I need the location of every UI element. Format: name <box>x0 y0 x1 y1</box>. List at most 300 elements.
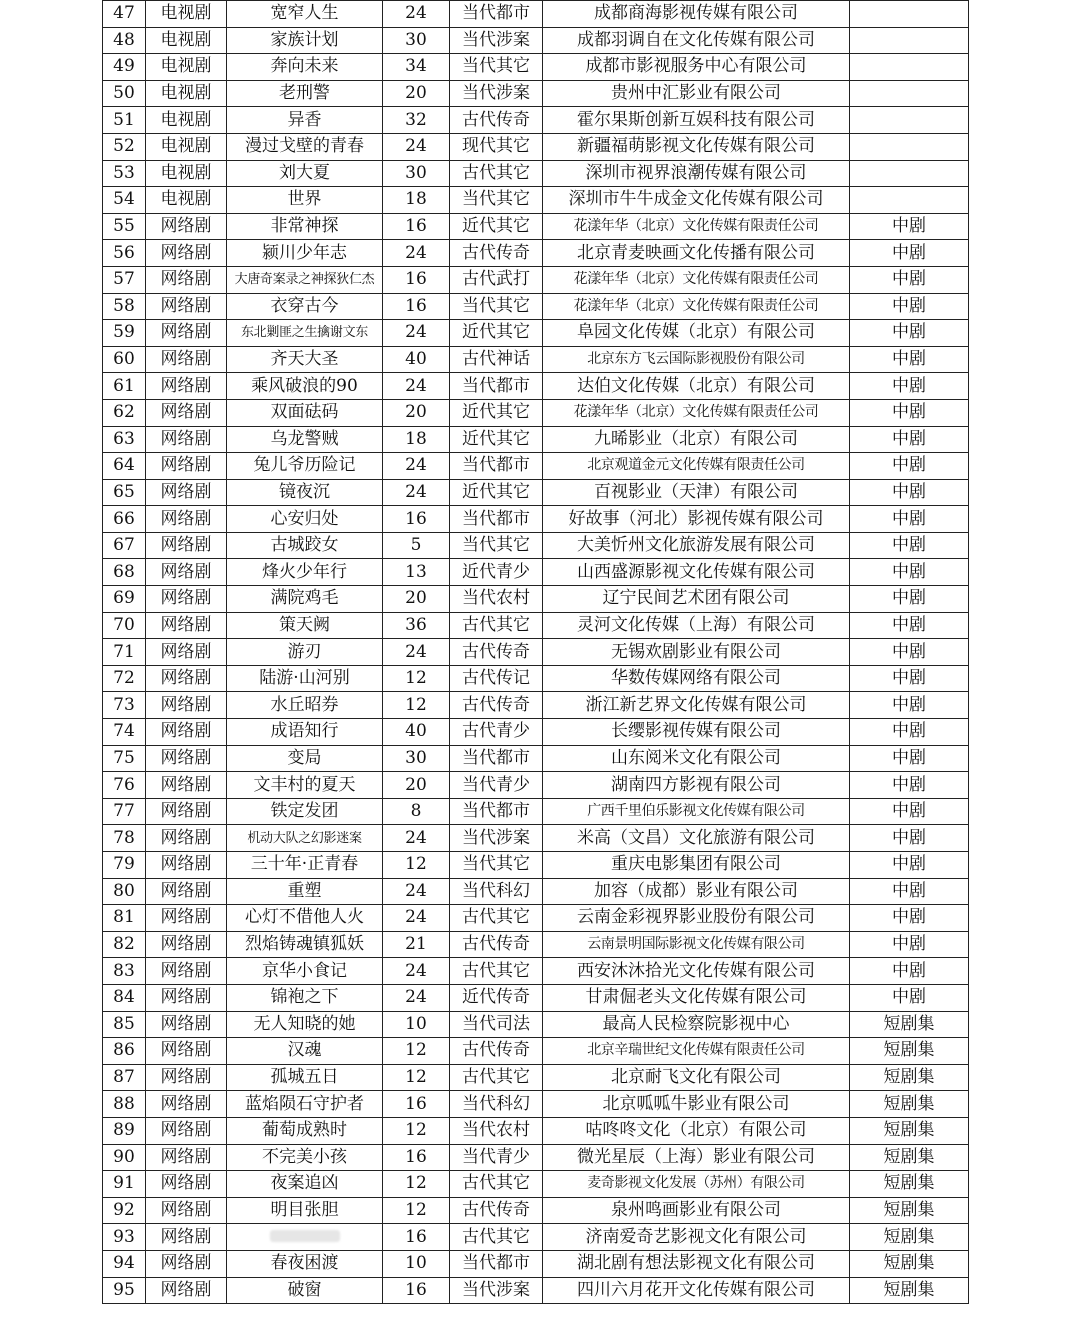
cell-type: 中剧 <box>850 745 969 772</box>
table-row <box>103 984 969 1011</box>
cell-category: 网络剧 <box>146 586 227 613</box>
cell-company: 成都市影视服务中心有限公司 <box>543 54 850 81</box>
cell-genre: 近代其它 <box>450 479 543 506</box>
cell-episodes: 20 <box>383 586 450 613</box>
cell-index: 63 <box>103 426 146 453</box>
cell-title: 夜案追凶 <box>227 1171 383 1198</box>
cell-category: 网络剧 <box>146 399 227 426</box>
cell-index: 82 <box>103 931 146 958</box>
cell-category: 网络剧 <box>146 213 227 240</box>
cell-type: 短剧集 <box>850 1117 969 1144</box>
cell-index: 88 <box>103 1091 146 1118</box>
cell-episodes: 24 <box>383 958 450 985</box>
cell-type: 中剧 <box>850 346 969 373</box>
cell-category: 网络剧 <box>146 639 227 666</box>
table-row <box>103 506 969 533</box>
cell-company: 最高人民检察院影视中心 <box>543 1011 850 1038</box>
table-row <box>103 107 969 134</box>
cell-title: 东北剿匪之生擒谢文东 <box>227 320 383 347</box>
cell-company: 成都羽调自在文化传媒有限公司 <box>543 27 850 54</box>
cell-genre: 古代其它 <box>450 1224 543 1251</box>
cell-genre: 近代青少 <box>450 559 543 586</box>
cell-title: 孤城五日 <box>227 1064 383 1091</box>
cell-genre: 古代传奇 <box>450 240 543 267</box>
cell-genre: 近代其它 <box>450 320 543 347</box>
cell-episodes: 24 <box>383 905 450 932</box>
cell-genre: 古代其它 <box>450 1171 543 1198</box>
table-row <box>103 1171 969 1198</box>
cell-episodes: 8 <box>383 798 450 825</box>
cell-category: 网络剧 <box>146 958 227 985</box>
table-row <box>103 1224 969 1251</box>
cell-index: 59 <box>103 320 146 347</box>
cell-company: 云南景明国际影视文化传媒有限公司 <box>543 931 850 958</box>
cell-company: 微光星辰（上海）影业有限公司 <box>543 1144 850 1171</box>
cell-episodes: 20 <box>383 399 450 426</box>
cell-type: 中剧 <box>850 692 969 719</box>
cell-title: 满院鸡毛 <box>227 586 383 613</box>
table-row <box>103 878 969 905</box>
cell-company: 湖南四方影视有限公司 <box>543 772 850 799</box>
cell-index: 81 <box>103 905 146 932</box>
table-row <box>103 1091 969 1118</box>
cell-genre: 古代其它 <box>450 160 543 187</box>
cell-company: 百视影业（天津）有限公司 <box>543 479 850 506</box>
cell-episodes: 16 <box>383 1277 450 1304</box>
cell-title: 水丘昭券 <box>227 692 383 719</box>
cell-category: 网络剧 <box>146 426 227 453</box>
cell-title: 无人知晓的她 <box>227 1011 383 1038</box>
cell-category: 网络剧 <box>146 1011 227 1038</box>
cell-type: 短剧集 <box>850 1250 969 1277</box>
cell-genre: 古代其它 <box>450 905 543 932</box>
table-row <box>103 532 969 559</box>
table-row <box>103 958 969 985</box>
cell-title: 心安归处 <box>227 506 383 533</box>
cell-episodes: 13 <box>383 559 450 586</box>
cell-episodes: 36 <box>383 612 450 639</box>
cell-type <box>850 160 969 187</box>
cell-type: 中剧 <box>850 586 969 613</box>
cell-company: 甘肃倔老头文化传媒有限公司 <box>543 984 850 1011</box>
redacted-title <box>270 1230 340 1242</box>
cell-title: 心灯不借他人火 <box>227 905 383 932</box>
cell-type: 中剧 <box>850 984 969 1011</box>
cell-type: 短剧集 <box>850 1144 969 1171</box>
cell-episodes: 24 <box>383 133 450 160</box>
cell-index: 54 <box>103 187 146 214</box>
table-row <box>103 612 969 639</box>
cell-index: 56 <box>103 240 146 267</box>
cell-episodes: 40 <box>383 346 450 373</box>
cell-episodes: 40 <box>383 719 450 746</box>
cell-episodes: 12 <box>383 1117 450 1144</box>
cell-episodes: 24 <box>383 320 450 347</box>
cell-title: 齐天大圣 <box>227 346 383 373</box>
cell-genre: 当代涉案 <box>450 1277 543 1304</box>
cell-category: 网络剧 <box>146 745 227 772</box>
cell-title: 世界 <box>227 187 383 214</box>
table-row <box>103 453 969 480</box>
cell-index: 57 <box>103 266 146 293</box>
cell-type: 中剧 <box>850 240 969 267</box>
cell-title: 汉魂 <box>227 1038 383 1065</box>
cell-company: 米高（文昌）文化旅游有限公司 <box>543 825 850 852</box>
cell-category: 网络剧 <box>146 1117 227 1144</box>
cell-company: 深圳市牛牛成金文化传媒有限公司 <box>543 187 850 214</box>
cell-genre: 当代青少 <box>450 772 543 799</box>
cell-title: 兔儿爷历险记 <box>227 453 383 480</box>
table-row <box>103 479 969 506</box>
cell-index: 48 <box>103 27 146 54</box>
table-row <box>103 1 969 28</box>
cell-category: 网络剧 <box>146 612 227 639</box>
cell-category: 网络剧 <box>146 532 227 559</box>
cell-episodes: 16 <box>383 266 450 293</box>
cell-index: 79 <box>103 852 146 879</box>
cell-episodes: 24 <box>383 240 450 267</box>
table-row <box>103 187 969 214</box>
cell-company: 无锡欢剧影业有限公司 <box>543 639 850 666</box>
cell-category: 网络剧 <box>146 266 227 293</box>
cell-genre: 当代司法 <box>450 1011 543 1038</box>
cell-index: 55 <box>103 213 146 240</box>
cell-category: 网络剧 <box>146 1091 227 1118</box>
cell-type <box>850 54 969 81</box>
table-row <box>103 905 969 932</box>
table-row <box>103 346 969 373</box>
cell-genre: 当代都市 <box>450 1 543 28</box>
cell-type: 中剧 <box>850 825 969 852</box>
cell-company: 贵州中汇影业有限公司 <box>543 80 850 107</box>
table-row <box>103 80 969 107</box>
cell-title: 机动大队之幻影迷案 <box>227 825 383 852</box>
cell-episodes: 12 <box>383 1171 450 1198</box>
table-row <box>103 1144 969 1171</box>
cell-index: 69 <box>103 586 146 613</box>
table-row <box>103 665 969 692</box>
cell-category: 网络剧 <box>146 1144 227 1171</box>
cell-index: 83 <box>103 958 146 985</box>
cell-title: 重塑 <box>227 878 383 905</box>
cell-index: 94 <box>103 1250 146 1277</box>
cell-company: 济南爱奇艺影视文化有限公司 <box>543 1224 850 1251</box>
table-row <box>103 27 969 54</box>
cell-genre: 古代其它 <box>450 958 543 985</box>
cell-type <box>850 187 969 214</box>
cell-company: 好故事（河北）影视传媒有限公司 <box>543 506 850 533</box>
cell-type: 中剧 <box>850 931 969 958</box>
cell-index: 60 <box>103 346 146 373</box>
table-row <box>103 54 969 81</box>
cell-title: 不完美小孩 <box>227 1144 383 1171</box>
cell-title: 铁定发团 <box>227 798 383 825</box>
cell-title: 成语知行 <box>227 719 383 746</box>
cell-title: 奔向未来 <box>227 54 383 81</box>
cell-type: 中剧 <box>850 479 969 506</box>
cell-category: 电视剧 <box>146 107 227 134</box>
cell-episodes: 32 <box>383 107 450 134</box>
cell-category: 电视剧 <box>146 187 227 214</box>
cell-episodes: 34 <box>383 54 450 81</box>
cell-episodes: 24 <box>383 479 450 506</box>
cell-index: 71 <box>103 639 146 666</box>
cell-index: 89 <box>103 1117 146 1144</box>
cell-category: 网络剧 <box>146 1064 227 1091</box>
cell-genre: 当代其它 <box>450 852 543 879</box>
cell-category: 网络剧 <box>146 1277 227 1304</box>
cell-genre: 当代农村 <box>450 1117 543 1144</box>
cell-type <box>850 1 969 28</box>
cell-company: 重庆电影集团有限公司 <box>543 852 850 879</box>
table-row <box>103 719 969 746</box>
table-body <box>103 1 969 1304</box>
cell-title: 京华小食记 <box>227 958 383 985</box>
cell-genre: 近代其它 <box>450 426 543 453</box>
table-row <box>103 1011 969 1038</box>
cell-category: 电视剧 <box>146 1 227 28</box>
cell-index: 72 <box>103 665 146 692</box>
cell-episodes: 12 <box>383 1197 450 1224</box>
cell-title: 破窗 <box>227 1277 383 1304</box>
cell-type <box>850 80 969 107</box>
cell-company: 霍尔果斯创新互娱科技有限公司 <box>543 107 850 134</box>
cell-type: 中剧 <box>850 532 969 559</box>
cell-genre: 现代其它 <box>450 133 543 160</box>
cell-title: 陆游·山河别 <box>227 665 383 692</box>
cell-episodes: 5 <box>383 532 450 559</box>
cell-index: 74 <box>103 719 146 746</box>
cell-type: 中剧 <box>850 453 969 480</box>
cell-title: 春夜困渡 <box>227 1250 383 1277</box>
cell-index: 53 <box>103 160 146 187</box>
cell-type: 中剧 <box>850 665 969 692</box>
cell-episodes: 16 <box>383 293 450 320</box>
cell-category: 网络剧 <box>146 293 227 320</box>
cell-episodes: 20 <box>383 772 450 799</box>
cell-title: 非常神探 <box>227 213 383 240</box>
cell-type: 短剧集 <box>850 1224 969 1251</box>
table-row <box>103 692 969 719</box>
cell-company: 九晞影业（北京）有限公司 <box>543 426 850 453</box>
cell-index: 61 <box>103 373 146 400</box>
cell-index: 84 <box>103 984 146 1011</box>
cell-index: 91 <box>103 1171 146 1198</box>
cell-genre: 古代武打 <box>450 266 543 293</box>
cell-genre: 古代青少 <box>450 719 543 746</box>
cell-genre: 当代农村 <box>450 586 543 613</box>
table-row <box>103 586 969 613</box>
table-row <box>103 240 969 267</box>
cell-type: 中剧 <box>850 719 969 746</box>
cell-title: 异香 <box>227 107 383 134</box>
cell-category: 网络剧 <box>146 453 227 480</box>
cell-type: 短剧集 <box>850 1171 969 1198</box>
cell-title: 烽火少年行 <box>227 559 383 586</box>
cell-genre: 当代涉案 <box>450 80 543 107</box>
cell-title: 古城跤女 <box>227 532 383 559</box>
cell-episodes: 10 <box>383 1250 450 1277</box>
cell-title: 文丰村的夏天 <box>227 772 383 799</box>
cell-episodes: 24 <box>383 825 450 852</box>
cell-company: 咕咚咚文化（北京）有限公司 <box>543 1117 850 1144</box>
cell-genre: 当代其它 <box>450 532 543 559</box>
cell-type: 短剧集 <box>850 1011 969 1038</box>
cell-category: 网络剧 <box>146 772 227 799</box>
cell-category: 网络剧 <box>146 984 227 1011</box>
cell-index: 92 <box>103 1197 146 1224</box>
cell-company: 西安沐沐拾光文化传媒有限公司 <box>543 958 850 985</box>
cell-type: 短剧集 <box>850 1038 969 1065</box>
cell-index: 65 <box>103 479 146 506</box>
cell-title: 刘大夏 <box>227 160 383 187</box>
cell-title: 蓝焰陨石守护者 <box>227 1091 383 1118</box>
table-row <box>103 798 969 825</box>
table-row <box>103 639 969 666</box>
cell-index: 68 <box>103 559 146 586</box>
cell-company: 湖北剧有想法影视文化有限公司 <box>543 1250 850 1277</box>
cell-category: 网络剧 <box>146 506 227 533</box>
cell-company: 达伯文化传媒（北京）有限公司 <box>543 373 850 400</box>
cell-company: 浙江新艺界文化传媒有限公司 <box>543 692 850 719</box>
cell-episodes: 24 <box>383 639 450 666</box>
cell-company: 花漾年华（北京）文化传媒有限责任公司 <box>543 266 850 293</box>
cell-company: 大美忻州文化旅游发展有限公司 <box>543 532 850 559</box>
cell-episodes: 16 <box>383 1144 450 1171</box>
cell-genre: 古代传奇 <box>450 639 543 666</box>
table-row <box>103 772 969 799</box>
table-row <box>103 1197 969 1224</box>
cell-type: 中剧 <box>850 798 969 825</box>
cell-type: 短剧集 <box>850 1197 969 1224</box>
cell-category: 网络剧 <box>146 373 227 400</box>
cell-type: 中剧 <box>850 639 969 666</box>
cell-title: 明目张胆 <box>227 1197 383 1224</box>
cell-title: 烈焰铸魂镇狐妖 <box>227 931 383 958</box>
cell-genre: 古代神话 <box>450 346 543 373</box>
cell-company: 辽宁民间艺术团有限公司 <box>543 586 850 613</box>
cell-episodes: 24 <box>383 373 450 400</box>
cell-index: 49 <box>103 54 146 81</box>
cell-index: 51 <box>103 107 146 134</box>
cell-index: 70 <box>103 612 146 639</box>
cell-category: 网络剧 <box>146 559 227 586</box>
cell-type <box>850 27 969 54</box>
cell-type: 中剧 <box>850 612 969 639</box>
drama-list-table <box>102 0 969 1304</box>
cell-category: 电视剧 <box>146 80 227 107</box>
cell-type: 短剧集 <box>850 1277 969 1304</box>
cell-company: 泉州鸣画影业有限公司 <box>543 1197 850 1224</box>
cell-company: 广西千里伯乐影视文化传媒有限公司 <box>543 798 850 825</box>
table-row <box>103 559 969 586</box>
cell-episodes: 30 <box>383 745 450 772</box>
cell-category: 电视剧 <box>146 160 227 187</box>
cell-type: 中剧 <box>850 772 969 799</box>
cell-company: 云南金彩视界影业股份有限公司 <box>543 905 850 932</box>
cell-genre: 当代都市 <box>450 373 543 400</box>
cell-title: 衣穿古今 <box>227 293 383 320</box>
cell-episodes: 24 <box>383 1 450 28</box>
cell-type: 短剧集 <box>850 1091 969 1118</box>
cell-category: 网络剧 <box>146 931 227 958</box>
cell-title: 三十年·正青春 <box>227 852 383 879</box>
cell-genre: 古代传奇 <box>450 1197 543 1224</box>
cell-title <box>227 1224 383 1251</box>
table-row <box>103 160 969 187</box>
cell-category: 电视剧 <box>146 133 227 160</box>
cell-type: 短剧集 <box>850 1064 969 1091</box>
table-row <box>103 1250 969 1277</box>
cell-genre: 当代都市 <box>450 506 543 533</box>
cell-index: 47 <box>103 1 146 28</box>
table-row <box>103 1064 969 1091</box>
cell-company: 花漾年华（北京）文化传媒有限责任公司 <box>543 293 850 320</box>
cell-company: 山东阅米文化有限公司 <box>543 745 850 772</box>
cell-category: 网络剧 <box>146 320 227 347</box>
cell-category: 网络剧 <box>146 852 227 879</box>
cell-genre: 古代传奇 <box>450 107 543 134</box>
cell-episodes: 24 <box>383 453 450 480</box>
cell-genre: 当代青少 <box>450 1144 543 1171</box>
cell-episodes: 30 <box>383 160 450 187</box>
cell-episodes: 10 <box>383 1011 450 1038</box>
cell-index: 64 <box>103 453 146 480</box>
cell-company: 北京东方飞云国际影视股份有限公司 <box>543 346 850 373</box>
cell-company: 北京呱呱牛影业有限公司 <box>543 1091 850 1118</box>
cell-company: 北京耐飞文化有限公司 <box>543 1064 850 1091</box>
cell-episodes: 12 <box>383 692 450 719</box>
cell-type: 中剧 <box>850 559 969 586</box>
cell-category: 电视剧 <box>146 27 227 54</box>
cell-index: 50 <box>103 80 146 107</box>
cell-episodes: 24 <box>383 878 450 905</box>
cell-genre: 当代都市 <box>450 453 543 480</box>
cell-type <box>850 133 969 160</box>
cell-index: 66 <box>103 506 146 533</box>
cell-category: 网络剧 <box>146 878 227 905</box>
cell-type: 中剧 <box>850 399 969 426</box>
cell-genre: 古代其它 <box>450 1064 543 1091</box>
cell-category: 网络剧 <box>146 479 227 506</box>
cell-title: 老刑警 <box>227 80 383 107</box>
cell-genre: 近代其它 <box>450 213 543 240</box>
table-row <box>103 825 969 852</box>
cell-genre: 古代传记 <box>450 665 543 692</box>
cell-category: 网络剧 <box>146 1224 227 1251</box>
cell-company: 深圳市视界浪潮传媒有限公司 <box>543 160 850 187</box>
cell-episodes: 12 <box>383 665 450 692</box>
cell-episodes: 16 <box>383 213 450 240</box>
cell-title: 乘风破浪的90 <box>227 373 383 400</box>
cell-type: 中剧 <box>850 878 969 905</box>
cell-title: 乌龙警贼 <box>227 426 383 453</box>
cell-episodes: 18 <box>383 426 450 453</box>
cell-genre: 近代其它 <box>450 399 543 426</box>
table-row <box>103 745 969 772</box>
cell-type: 中剧 <box>850 293 969 320</box>
table-row <box>103 293 969 320</box>
cell-index: 73 <box>103 692 146 719</box>
cell-category: 网络剧 <box>146 1038 227 1065</box>
table-row <box>103 266 969 293</box>
cell-index: 62 <box>103 399 146 426</box>
cell-type: 中剧 <box>850 213 969 240</box>
cell-index: 77 <box>103 798 146 825</box>
cell-episodes: 21 <box>383 931 450 958</box>
cell-index: 52 <box>103 133 146 160</box>
cell-episodes: 30 <box>383 27 450 54</box>
